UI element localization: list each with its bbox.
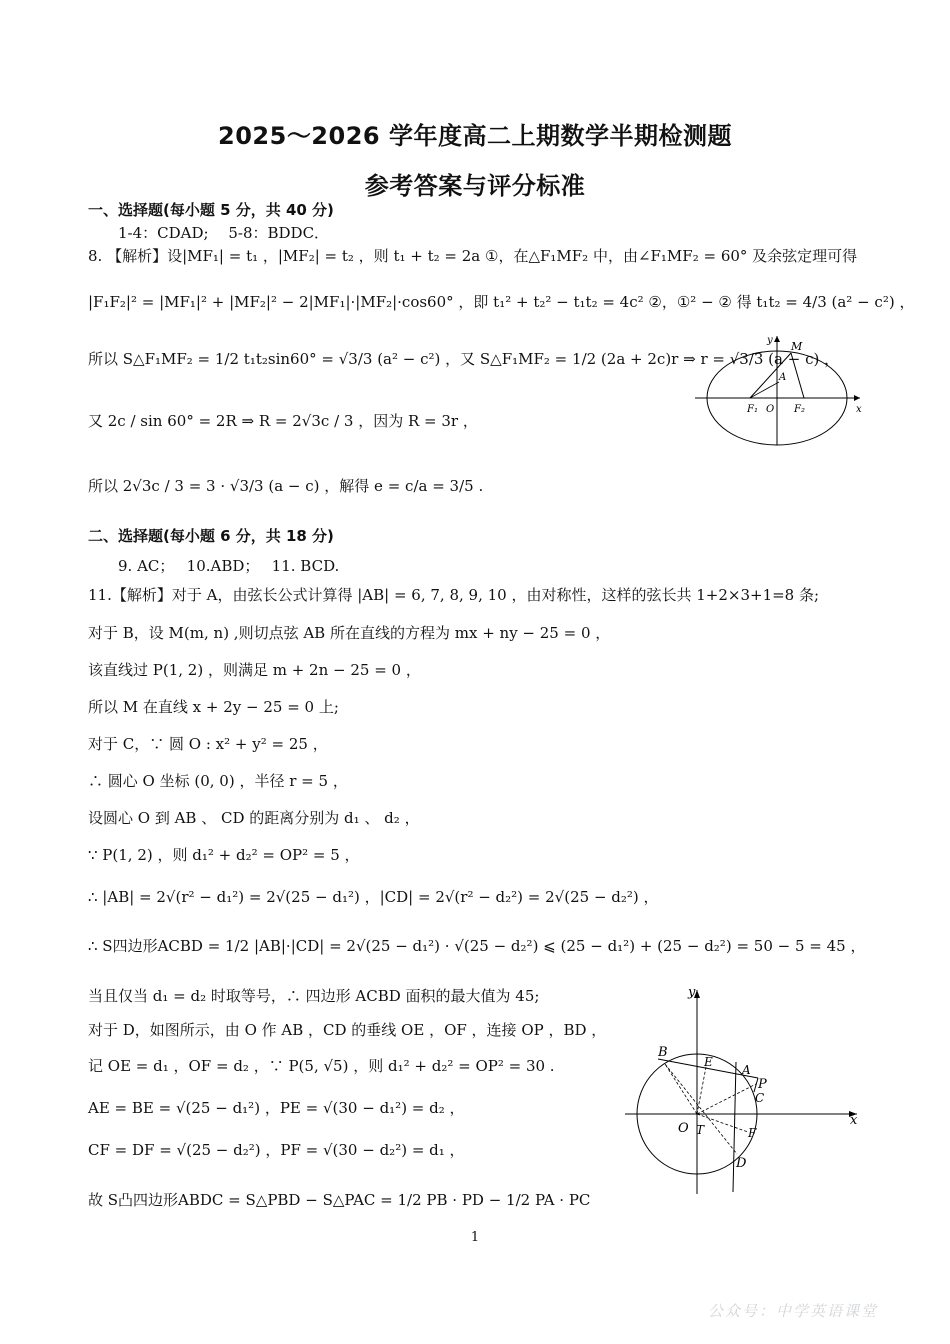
fig2-label-P: P — [758, 1077, 767, 1092]
solution-line: 所以 M 在直线 x + 2y − 25 = 0 上; — [88, 698, 339, 716]
section-heading-1: 一、选择题(每小题 5 分，共 40 分) — [88, 201, 334, 219]
solution-line: 11.【解析】对于 A，由弦长公式计算得 |AB| = 6, 7, 8, 9, 10 ，由对称性，这样的弦长共 1+2×3+1=8 条; — [88, 586, 820, 604]
solution-line: 所以 2√3c / 3 = 3 · √3/3 (a − c) ，解得 e = c/a = 3/5 . — [88, 477, 484, 495]
solution-line: 设圆心 O 到 AB 、 CD 的距离分别为 d₁ 、 d₂ ， — [88, 809, 420, 827]
fig1-label-F1: F₁ — [747, 404, 758, 415]
solution-line: 对于 B，设 M(m, n) ,则切点弦 AB 所在直线的方程为 mx + ny − 25 = 0 ， — [88, 624, 611, 642]
fig2-label-B: B — [658, 1045, 668, 1060]
fig2-label-C: C — [755, 1091, 765, 1105]
fig2-label-A: A — [742, 1063, 751, 1077]
circle-figure — [620, 982, 865, 1197]
solution-line: ∵ P(1, 2) ，则 d₁² + d₂² = OP² = 5 ， — [88, 846, 360, 864]
fig2-label-y: y — [688, 985, 696, 1000]
solution-line: 当且仅当 d₁ = d₂ 时取等号，∴ 四边形 ACBD 面积的最大值为 45; — [88, 987, 540, 1005]
solution-line: ∴ S四边形ACBD = 1/2 |AB|·|CD| = 2√(25 − d₁²) · √(25 − d₂²) ⩽ (25 − d₁²) + (25 − d₂²) = 50 − 5 = 45 ， — [88, 937, 866, 955]
solution-line: 对于 D，如图所示，由 O 作 AB ，CD 的垂线 OE ，OF ，连接 OP ，BD ， — [88, 1021, 607, 1039]
fig1-label-O: O — [766, 404, 775, 415]
fig1-label-F2: F₂ — [794, 404, 805, 415]
solution-line: AE = BE = √(25 − d₁²) ，PE = √(30 − d₁²) = d₂ ， — [88, 1099, 465, 1117]
solution-line: ∴ |AB| = 2√(r² − d₁²) = 2√(25 − d₁²) ，|CD| = 2√(r² − d₂²) = 2√(25 − d₂²) ， — [88, 888, 659, 906]
solution-line: 又 2c / sin 60° = 2R ⇒ R = 2√3c / 3 ，因为 R = 3r ， — [88, 412, 478, 430]
solution-line: 记 OE = d₁ ，OF = d₂ ，∵ P(5, √5) ，则 d₁² + d₂² = OP² = 30 . — [88, 1057, 555, 1075]
solution-line: 8. 【解析】设|MF₁| = t₁ ，|MF₂| = t₂ ，则 t₁ + t₂ = 2a ①，在△F₁MF₂ 中，由∠F₁MF₂ = 60° 及余弦定理可得 — [88, 247, 858, 265]
fig2-label-E: E — [704, 1055, 713, 1069]
page-title: 2025～2026 学年度高二上期数学半期检测题 — [218, 122, 732, 150]
fig2-label-F: F — [748, 1126, 757, 1140]
solution-line: ∴ 圆心 O 坐标 (0, 0) ，半径 r = 5 ， — [88, 772, 348, 790]
solution-line: CF = DF = √(25 − d₂²) ，PF = √(30 − d₂²) = d₁ ， — [88, 1141, 465, 1159]
fig2-label-O: O — [678, 1121, 689, 1136]
page-number: 1 — [470, 1230, 480, 1245]
solution-line: 所以 S△F₁MF₂ = 1/2 t₁t₂sin60° = √3/3 (a² − c²) ，又 S△F₁MF₂ = 1/2 (2a + 2c)r ⇒ r = √3/3 (a − c) ， — [88, 350, 840, 368]
fig1-label-A: A — [779, 372, 787, 383]
page-subtitle: 参考答案与评分标准 — [364, 172, 586, 200]
answer-line: 1-4：CDAD; 5-8：BDDC． — [118, 224, 330, 242]
ellipse-figure — [695, 333, 870, 448]
fig2-label-T: T — [696, 1123, 705, 1137]
solution-line: 故 S凸四边形ABDC = S△PBD − S△PAC = 1/2 PB · PD − 1/2 PA · PC — [88, 1191, 591, 1209]
fig1-label-y: y — [767, 335, 773, 346]
solution-line: 对于 C，∵ 圆 O : x² + y² = 25 ， — [88, 735, 328, 753]
fig2-label-x: x — [850, 1113, 858, 1128]
fig2-label-D: D — [736, 1156, 747, 1171]
watermark: 公众号：中学英语课堂 — [708, 1302, 879, 1320]
answer-line: 9. AC； 10.ABD； 11. BCD. — [118, 557, 340, 575]
fig1-label-M: M — [791, 340, 803, 353]
solution-line: 该直线过 P(1, 2) ，则满足 m + 2n − 25 = 0 ， — [88, 661, 421, 679]
solution-line: |F₁F₂|² = |MF₁|² + |MF₂|² − 2|MF₁|·|MF₂|·cos60° ，即 t₁² + t₂² − t₁t₂ = 4c² ②，①² − ② 得 t₁t₂ = 4/3 (a² − c²) ， — [88, 293, 915, 311]
section-heading-2: 二、选择题(每小题 6 分，共 18 分) — [88, 527, 334, 545]
fig1-label-x: x — [856, 404, 862, 415]
